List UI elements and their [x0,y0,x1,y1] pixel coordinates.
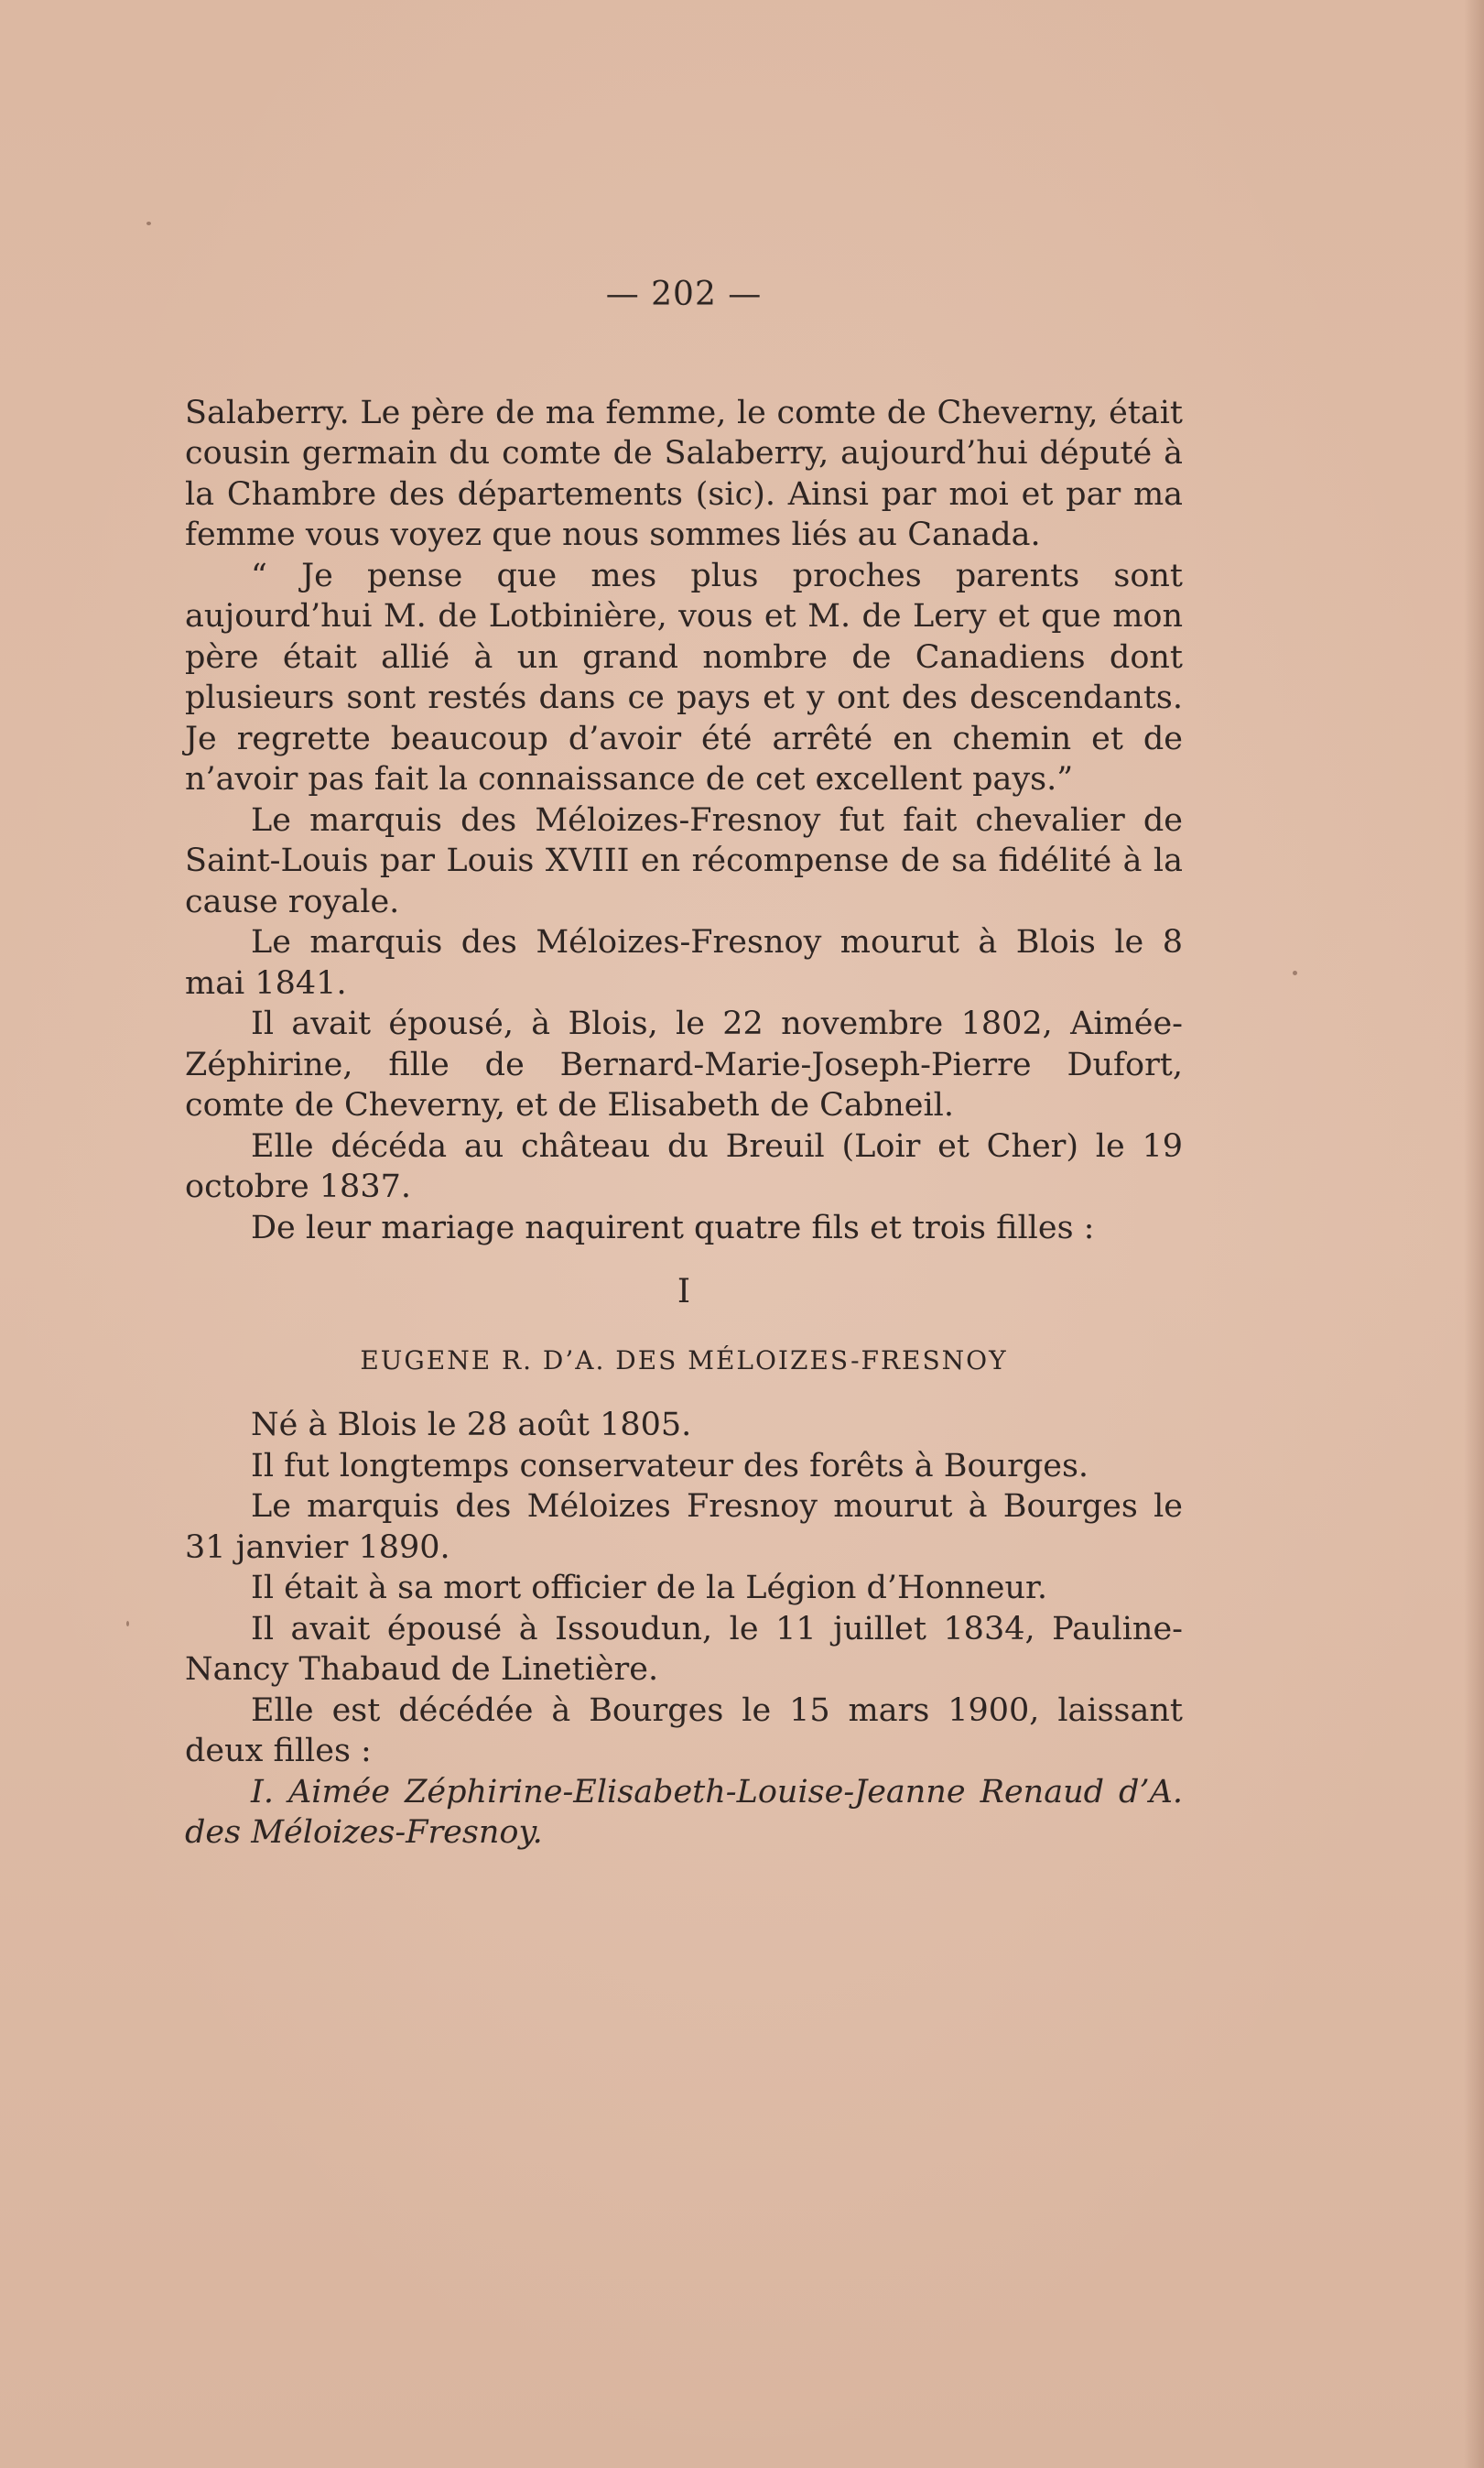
paper-speck [1293,971,1297,975]
paragraph: Le marquis des Méloizes-Fresnoy fut fait chevalier de Saint-Louis par Louis XVIII en récompense de sa fidélité à la cause royale. [185,801,1183,920]
paper-speck [146,222,151,225]
paragraph: Il était à sa mort officier de la Légion d’Honneur. [251,1570,1047,1606]
daughter-entry: I. Aimée Zéphirine-Elisabeth-Louise-Jeanne Renaud d’A. des Méloizes-Fresnoy. [185,1773,1183,1851]
page-edge-shadow [1464,0,1484,2468]
paragraph: Il avait épousé à Issoudun, le 11 juillet 1834, Pauline-Nancy Thabaud de Linetière. [185,1610,1183,1688]
paragraph: De leur mariage naquirent quatre fils et trois filles : [251,1209,1095,1246]
paragraph: Elle est décédée à Bourges le 15 mars 1900, laissant deux filles : [185,1691,1183,1769]
paragraph: Né à Blois le 28 août 1805. [251,1407,692,1443]
page-number: — 202 — [605,276,763,313]
paragraph: Il fut longtemps conservateur des forêts à Bourges. [251,1447,1089,1484]
paragraph: Salaberry. Le père de ma femme, le comte de Cheverny, était cousin germain du comte de Salaberry, aujourd’hui député à la Chambre des départements (sic). Ainsi par moi et par ma femme vous voyez que nous sommes liés au Canada. [185,394,1183,553]
paragraph: “ Je pense que mes plus proches parents sont aujourd’hui M. de Lotbinière, vous et M. de Lery et que mon père était allié à un grand nombre de Canadiens dont plusieurs sont restés dans ce pays et y ont des descendants. Je regrette beaucoup d’avoir été arrêté en chemin et de n’avoir pas fait la connaissance de cet excellent pays.” [185,557,1183,798]
paper-speck [126,1621,129,1626]
paragraph: Elle décéda au château du Breuil (Loir et Cher) le 19 octobre 1837. [185,1127,1183,1205]
section-number: I [677,1273,691,1310]
page-text [185,275,1183,1854]
paragraph: Il avait épousé, à Blois, le 22 novembre 1802, Aimée-Zéphirine, fille de Bernard-Marie-Joseph-Pierre Dufort, comte de Cheverny, et de Elisabeth de Cabneil. [185,1006,1183,1124]
section-heading: EUGENE R. D’A. DES MÉLOIZES-FRESNOY [360,1344,1008,1375]
paragraph: Le marquis des Méloizes-Fresnoy mourut à Blois le 8 mai 1841. [185,924,1183,1002]
paragraph: Le marquis des Méloizes Fresnoy mourut à Bourges le 31 janvier 1890. [185,1488,1183,1566]
